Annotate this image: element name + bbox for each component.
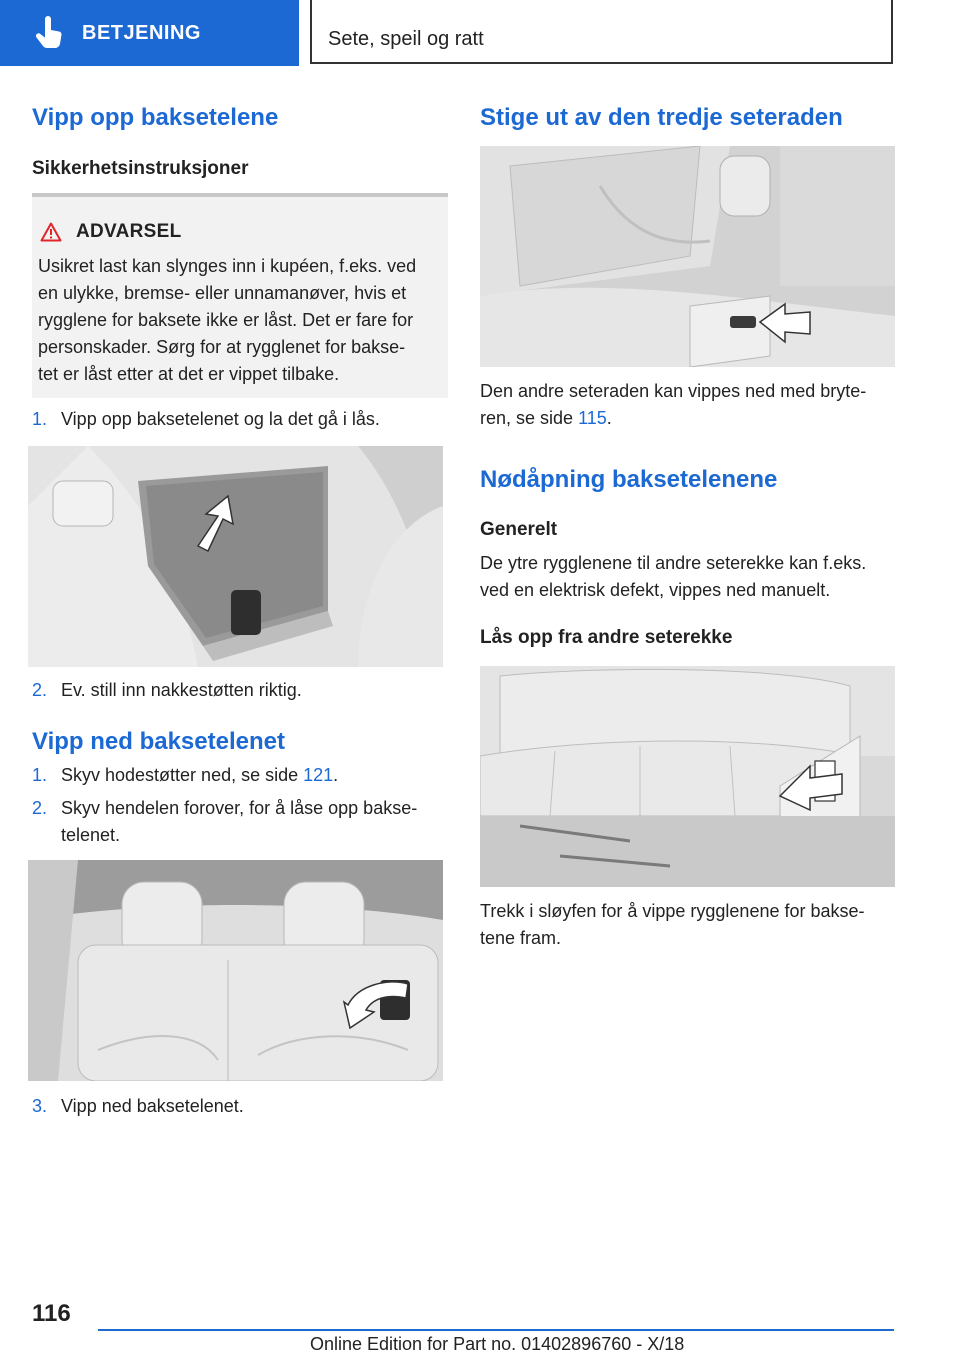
step-text-main: Skyv hodestøtter ned, se side [61, 765, 304, 785]
para-line: Den andre seteraden kan vippes ned med bryte- [480, 381, 867, 401]
step-number: 3. [32, 1096, 48, 1116]
footer-edition: Online Edition for Part no. 01402896760 - X/18 [310, 1334, 685, 1354]
warning-triangle-icon [40, 222, 62, 242]
para-line: ved en elektrisk defekt, vippes ned manuelt. [480, 580, 831, 600]
figure-third-row-exit [480, 146, 895, 367]
heading-stige-ut: Stige ut av den tredje seteraden [480, 104, 843, 131]
warning-line: en ulykke, bremse- eller unnamanøver, hvis et [38, 283, 407, 303]
list-item [32, 795, 448, 845]
chapter-header [310, 0, 893, 64]
subheading-generelt: Generelt [480, 519, 558, 540]
figure-seat-fold-down [28, 860, 443, 1081]
chapter-title: Sete, speil og ratt [328, 28, 484, 50]
warning-box [32, 193, 448, 398]
para-seat-switch [480, 378, 866, 432]
warning-line: tet er låst etter at det er vippet tilbake. [38, 364, 340, 384]
step-1 [32, 406, 380, 433]
step-text: Vipp opp baksetelenet og la det gå i lås. [61, 409, 380, 429]
step-text [61, 762, 338, 789]
section-tab[interactable] [0, 0, 299, 66]
step-text: Vipp ned baksetelenet. [61, 1096, 244, 1116]
heading-vipp-opp: Vipp opp baksetelene [32, 104, 279, 131]
page-link-121[interactable]: 121 [303, 765, 334, 785]
para-end: . [606, 408, 612, 428]
page-number: 116 [32, 1300, 71, 1327]
footer-rule [98, 1329, 894, 1331]
subheading-las-opp: Lås opp fra andre seterekke [480, 627, 733, 648]
warning-line: personskader. Sørg for at rygglenet for bakse- [38, 337, 406, 357]
step-text: Skyv hendelen forover, for å låse opp bakse- [61, 798, 418, 818]
para-line: De ytre rygglenene til andre seterekke kan f.eks. [480, 553, 867, 573]
para-line: Trekk i sløyfen for å vippe rygglenene for bakse- [480, 901, 865, 921]
figure-second-row-loop [480, 666, 895, 887]
para-line: tene fram. [480, 928, 562, 948]
para-loop [480, 898, 865, 952]
warning-text [38, 253, 442, 388]
step-number: 1. [32, 765, 48, 785]
step-number: 2. [32, 680, 48, 700]
page-link-115[interactable]: 115 [578, 408, 607, 428]
warning-line: rygglene for baksete ikke er låst. Det er fare for [38, 310, 414, 330]
step-number: 2. [32, 798, 48, 818]
para-text: ren, se side [480, 408, 579, 428]
warning-header [40, 221, 182, 243]
step-text-cont: telenet. [61, 825, 121, 845]
para-line [480, 405, 866, 432]
figure-seat-fold-up [28, 446, 443, 667]
step-number: 1. [32, 409, 48, 429]
warning-line: Usikret last kan slynges inn i kupéen, f.eks. ved [38, 256, 417, 276]
para-generelt [480, 550, 866, 604]
subheading-sikkerhet: Sikkerhetsinstruksjoner [32, 158, 249, 179]
step-text: Ev. still inn nakkestøtten riktig. [61, 680, 302, 700]
warning-title: ADVARSEL [76, 221, 182, 242]
list-item [32, 762, 339, 789]
step-3 [32, 1093, 244, 1120]
heading-vipp-ned: Vipp ned baksetelenet [32, 728, 285, 755]
step-2 [32, 677, 302, 704]
heading-nodapning: Nødåpning baksetelenene [480, 466, 778, 493]
section-label: BETJENING [82, 21, 201, 44]
step-text-end: . [333, 765, 339, 785]
hand-pointer-icon [28, 13, 68, 53]
